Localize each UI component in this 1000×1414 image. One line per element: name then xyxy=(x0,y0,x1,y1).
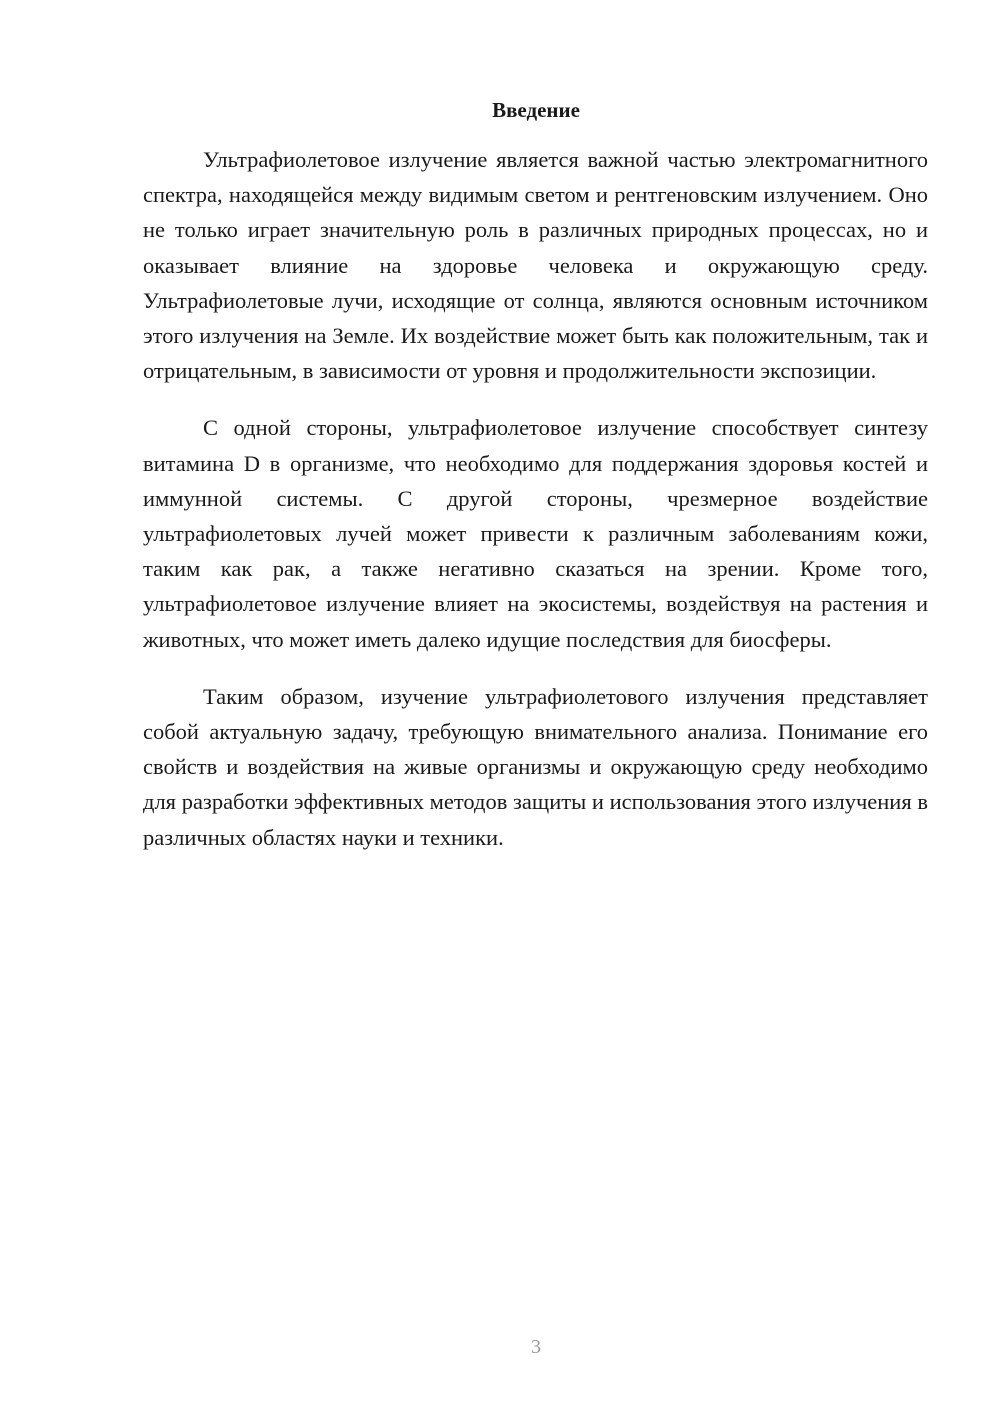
paragraph-2: С одной стороны, ультрафиолетовое излучение способствует синтезу витамина D в организме, что необходимо для поддержания здоровья костей и иммунной системы. С другой стороны, чрезмерное воздействие ультрафиолетовых лучей может привести к различным заболеваниям кожи, таким как рак, а также негативно сказаться на зрении. Кроме того, ультрафиолетовое излучение влияет на экосистемы, воздействуя на растения и животных, что может иметь далеко идущие последствия для биосферы. xyxy=(143,415,928,652)
section-heading: Введение xyxy=(492,98,580,122)
paragraph-3: Таким образом, изучение ультрафиолетового излучения представляет собой актуальную задачу, требующую внимательного анализа. Понимание его свойств и воздействия на живые организмы и окружающую среду необходимо для разработки эффективных методов защиты и использования этого излучения в различных областях науки и техники. xyxy=(143,683,928,850)
paragraph-1: Ультрафиолетовое излучение является важной частью электромагнитного спектра, находящейся между видимым светом и рентгеновским излучением. Оно не только играет значительную роль в различных природных процессах, но и оказывает влияние на здоровье человека и окружающую среду. Ультрафиолетовые лучи, исходящие от солнца, являются основным источником этого излучения на Земле. Их воздействие может быть как положительным, так и отрицательным, в зависимости от уровня и продолжительности экспозиции. xyxy=(143,147,928,384)
body-text xyxy=(143,142,928,877)
page-number: 3 xyxy=(531,1336,541,1358)
